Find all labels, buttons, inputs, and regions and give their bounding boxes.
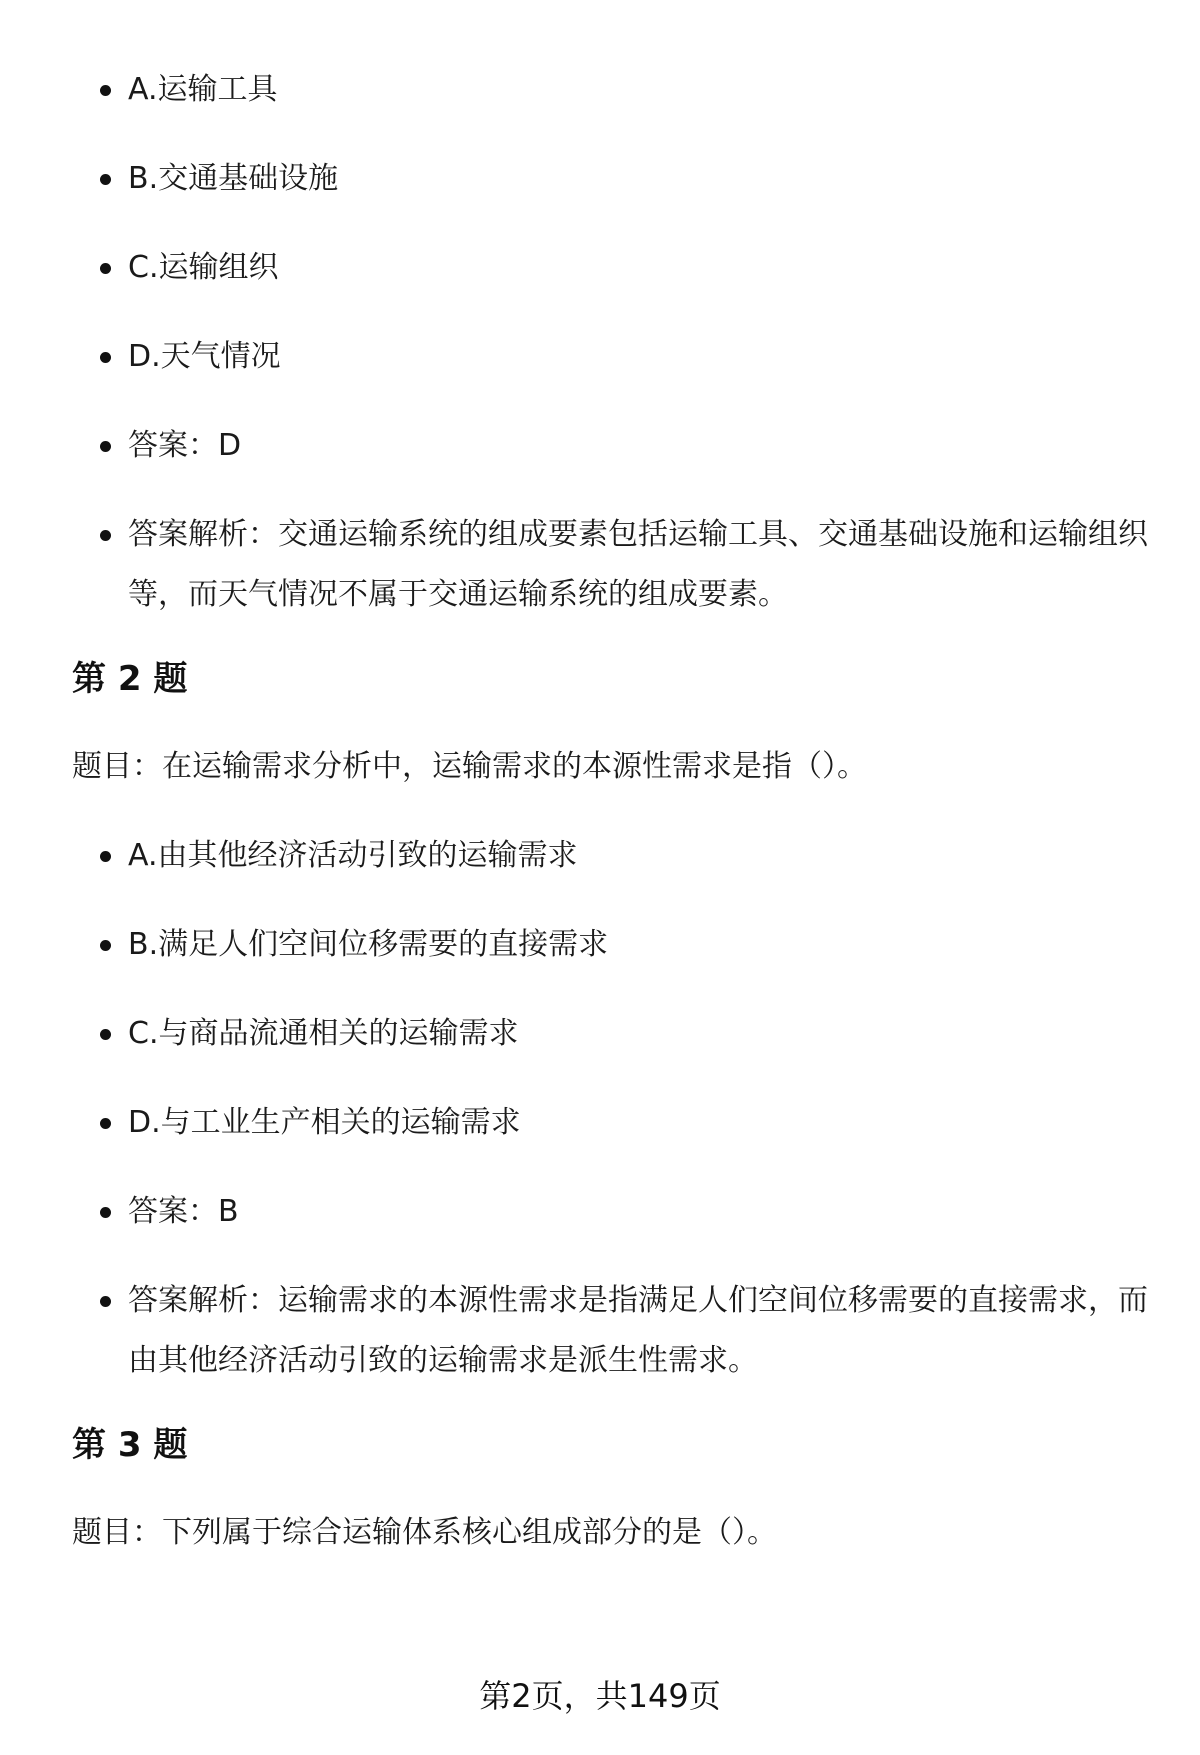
option-text: C.与商品流通相关的运输需求	[128, 1016, 519, 1051]
option-d	[72, 1093, 1152, 1153]
bullet-icon	[100, 530, 111, 541]
option-b	[72, 915, 1152, 975]
option-d	[72, 327, 1152, 387]
page-content	[72, 60, 1152, 1592]
bullet-icon	[100, 352, 111, 363]
bullet-icon	[100, 263, 111, 274]
bullet-icon	[100, 1296, 111, 1307]
answer-explanation	[72, 1271, 1152, 1391]
answer	[72, 1182, 1152, 1242]
answer-text: 答案：D	[128, 428, 242, 463]
bullet-icon	[100, 940, 111, 951]
option-text: A.由其他经济活动引致的运输需求	[128, 838, 578, 873]
bullet-icon	[100, 174, 111, 185]
bullet-icon	[100, 441, 111, 452]
explanation-text: 答案解析：交通运输系统的组成要素包括运输工具、交通基础设施和运输组织等，而天气情况不属于交通运输系统的组成要素。	[128, 517, 1148, 612]
bullet-icon	[100, 1118, 111, 1129]
option-text: D.与工业生产相关的运输需求	[128, 1105, 521, 1140]
option-a	[72, 60, 1152, 120]
option-c	[72, 1004, 1152, 1064]
option-c	[72, 238, 1152, 298]
question-stem: 题目：下列属于综合运输体系核心组成部分的是（）。	[72, 1515, 777, 1550]
question-heading: 第 2 题	[72, 659, 188, 699]
question-3	[72, 1420, 1152, 1558]
option-text: A.运输工具	[128, 72, 278, 107]
answer-explanation	[72, 505, 1152, 625]
question-1-list	[72, 60, 1152, 625]
bullet-icon	[100, 1029, 111, 1040]
question-1	[72, 60, 1152, 625]
option-text: B.满足人们空间位移需要的直接需求	[128, 927, 609, 962]
option-b	[72, 149, 1152, 209]
option-text: C.运输组织	[128, 250, 279, 285]
question-2-list	[72, 826, 1152, 1391]
answer-text: 答案：B	[128, 1194, 239, 1229]
page-number: 第2页，共149页	[479, 1677, 721, 1715]
bullet-icon	[100, 85, 111, 96]
bullet-icon	[100, 851, 111, 862]
answer	[72, 416, 1152, 476]
question-2	[72, 654, 1152, 1391]
option-a	[72, 826, 1152, 886]
explanation-text: 答案解析：运输需求的本源性需求是指满足人们空间位移需要的直接需求，而由其他经济活动引致的运输需求是派生性需求。	[128, 1283, 1148, 1378]
option-text: B.交通基础设施	[128, 161, 339, 196]
question-stem: 题目：在运输需求分析中，运输需求的本源性需求是指（）。	[72, 749, 867, 784]
bullet-icon	[100, 1207, 111, 1218]
option-text: D.天气情况	[128, 339, 281, 374]
question-heading: 第 3 题	[72, 1425, 188, 1465]
